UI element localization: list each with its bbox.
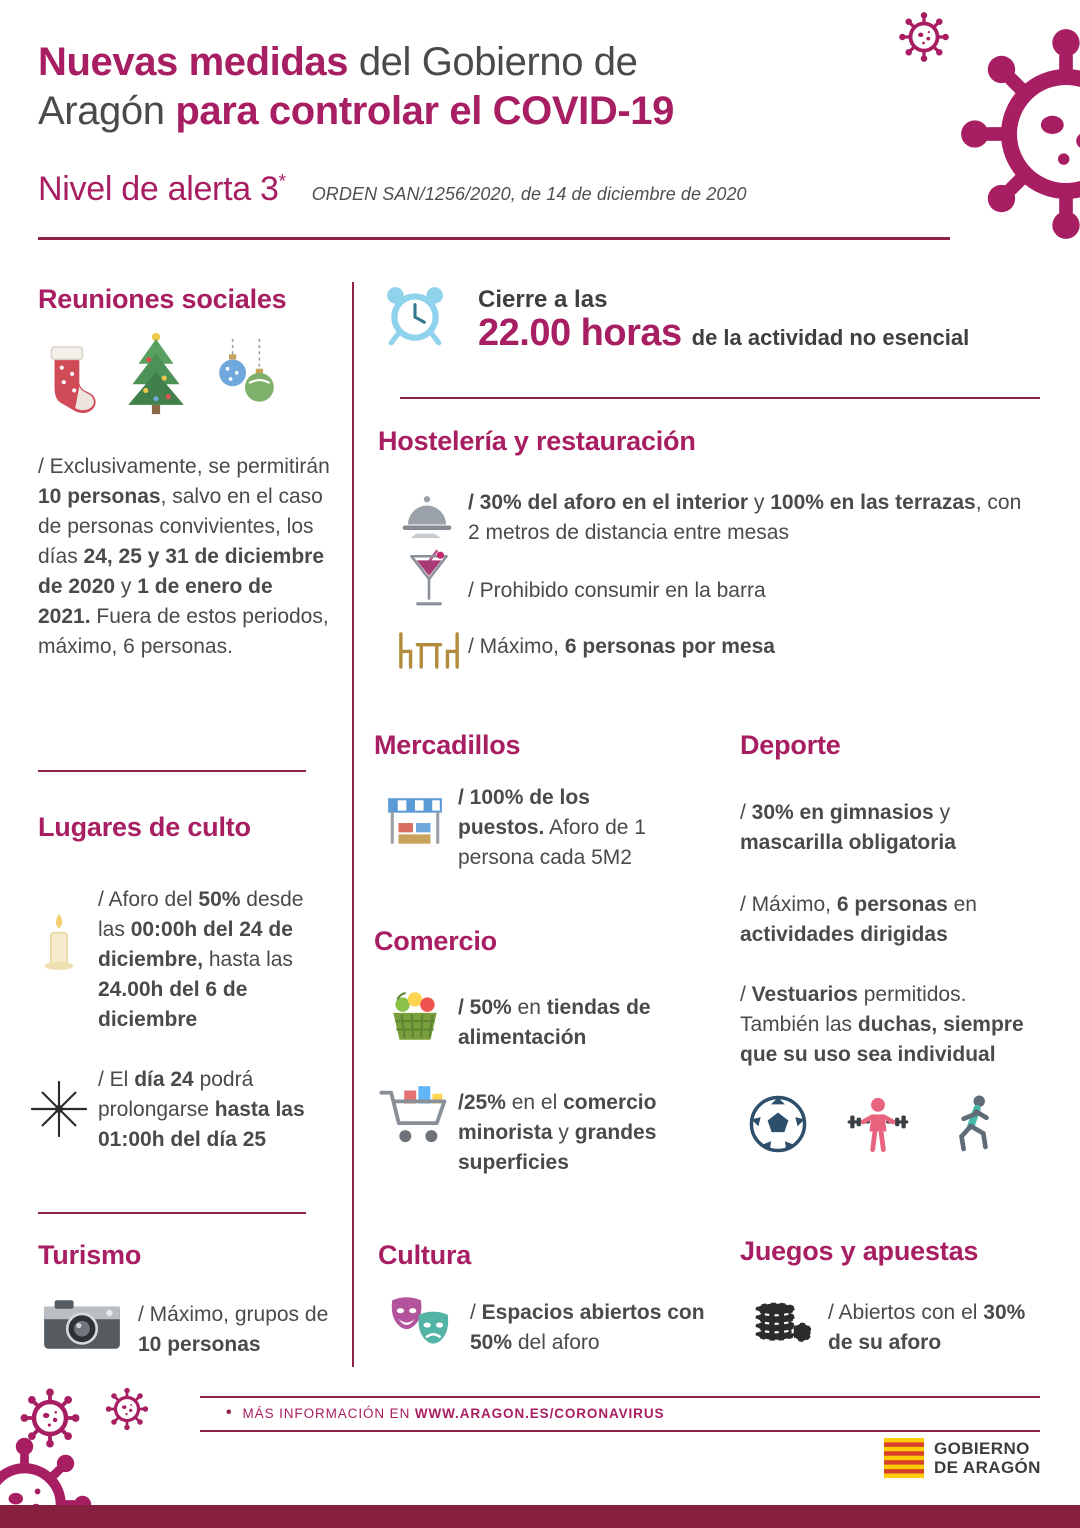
deporte-item-2: / Máximo, 6 personas en actividades dirigidas <box>740 893 977 947</box>
footer-info-text: MÁS INFORMACIÓN EN WWW.ARAGON.ES/CORONAVIRUS <box>242 1405 665 1421</box>
runner-icon <box>948 1092 1000 1154</box>
logo-text <box>934 1439 1041 1477</box>
reuniones-body: / Exclusivamente, se permitirán 10 personas, salvo en el caso de personas convivientes, los días 24, 25 y 31 de diciembre de 2020 y 1 de enero de 2021. Fuera de estos periodos, máximo, 6 personas. <box>38 455 330 659</box>
reuniones-icons-row <box>38 330 280 418</box>
market-stall-icon <box>384 794 446 850</box>
deporte-icons-row <box>748 1092 1000 1154</box>
closure-rule <box>400 397 1040 399</box>
deporte-item-1: / 30% en gimnasios y mascarilla obligatoria <box>740 801 956 855</box>
turismo-body: / Máximo, grupos de 10 personas <box>138 1303 329 1357</box>
section-title-turismo: Turismo <box>38 1240 142 1270</box>
comercio-item-2: /25% en el comercio minorista y grandes superficies <box>458 1091 657 1175</box>
section-title-deporte: Deporte <box>740 730 841 760</box>
page-title-line1: Nuevas medidas del Gobierno de <box>38 40 638 84</box>
poker-chips-icon <box>750 1292 814 1345</box>
candle-icon <box>38 912 80 972</box>
footer-rule-top <box>200 1396 1040 1398</box>
order-reference: ORDEN SAN/1256/2020, de 14 de diciembre de 2020 <box>311 184 747 204</box>
logo-line2: DE ARAGÓN <box>934 1458 1041 1477</box>
hosteleria-item: / Máximo, 6 personas por mesa <box>468 635 775 658</box>
coronavirus-icon <box>952 20 1080 248</box>
coronavirus-icon <box>104 1386 150 1432</box>
christmas-stocking-icon <box>38 338 100 418</box>
closure-time: 22.00 horas <box>478 312 682 354</box>
culto-item-2: / El día 24 podrá prolongarse hasta las 01:00h del día 25 <box>98 1068 305 1152</box>
section-title-culto: Lugares de culto <box>38 812 251 842</box>
closure-tail: de la actividad no esencial <box>691 325 970 350</box>
footer-bullet: • <box>226 1404 233 1421</box>
closure-lead: Cierre a las <box>478 286 608 313</box>
theater-masks-icon <box>386 1294 456 1352</box>
camera-icon <box>42 1296 122 1353</box>
column-divider <box>352 282 354 1367</box>
shopping-cart-icon <box>378 1084 450 1147</box>
alarm-clock-icon <box>382 282 448 348</box>
page-title-line2: Aragón para controlar el COVID-19 <box>38 88 674 133</box>
cocktail-icon <box>406 548 452 610</box>
cloche-icon <box>398 492 456 539</box>
left-divider <box>38 1212 306 1214</box>
page-title <box>38 38 674 136</box>
cultura-body: / Espacios abiertos con 50% del aforo <box>470 1301 705 1355</box>
section-title-reuniones: Reuniones sociales <box>38 284 287 314</box>
logo-line1: GOBIERNO <box>934 1438 1030 1458</box>
left-divider <box>38 770 306 772</box>
comercio-item-1: / 50% en tiendas de alimentación <box>458 996 651 1050</box>
christmas-tree-icon <box>120 330 192 418</box>
alert-asterisk: * <box>278 171 286 193</box>
deporte-item-3: / Vestuarios permitidos. También las duchas, siempre que su uso sea individual <box>740 983 1024 1067</box>
weightlifter-icon <box>846 1092 910 1154</box>
grocery-basket-icon <box>384 988 446 1046</box>
bottom-bar <box>0 1505 1080 1528</box>
aragon-flag-icon <box>884 1438 924 1478</box>
culto-item-1: / Aforo del 50% desde las 00:00h del 24 de diciembre, hasta las 24.00h del 6 de diciembre <box>98 888 304 1032</box>
header-rule <box>38 237 950 240</box>
juegos-body: / Abiertos con el 30% de su aforo <box>828 1301 1026 1355</box>
footer-info <box>226 1404 664 1422</box>
table-chairs-icon <box>396 628 462 673</box>
section-title-comercio: Comercio <box>374 926 497 956</box>
gobierno-aragon-logo <box>884 1438 1041 1478</box>
section-title-cultura: Cultura <box>378 1240 472 1270</box>
alert-row <box>38 170 747 209</box>
soccer-ball-icon <box>748 1094 808 1154</box>
closure-line <box>478 312 969 355</box>
section-title-juegos: Juegos y apuestas <box>740 1236 979 1266</box>
footer-rule-bottom <box>200 1430 1040 1432</box>
hosteleria-item: / Prohibido consumir en la barra <box>468 579 766 602</box>
coronavirus-icon <box>897 10 951 64</box>
section-title-mercadillos: Mercadillos <box>374 730 521 760</box>
mercadillos-body: / 100% de los puestos. Aforo de 1 persona cada 5M2 <box>458 786 646 870</box>
hosteleria-item: / 30% del aforo en el interior y 100% en las terrazas, con 2 metros de distancia entre mesas <box>468 491 1022 545</box>
star-icon <box>30 1080 88 1138</box>
baubles-icon <box>212 338 280 418</box>
alert-level: Nivel de alerta 3* <box>38 170 286 208</box>
section-title-hosteleria: Hostelería y restauración <box>378 426 696 456</box>
